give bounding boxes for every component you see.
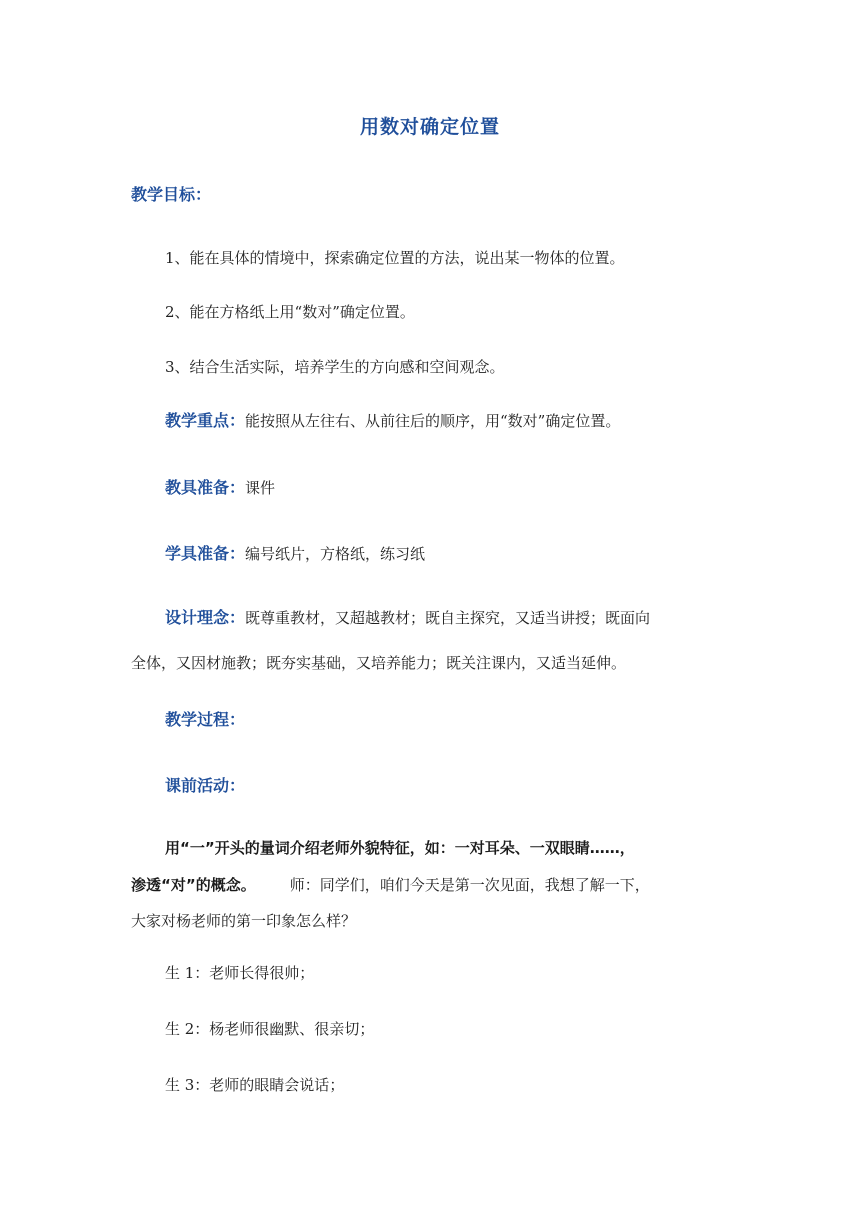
student-prep-text: 编号纸片，方格纸，练习纸: [245, 545, 426, 563]
key-point-paragraph: [165, 410, 620, 432]
teacher-prep-label: 教具准备：: [165, 478, 246, 497]
design-concept-text: 既尊重教材，又超越教材；既自主探究，又适当讲授；既面向: [245, 609, 651, 627]
document-title: 用数对确定位置: [359, 116, 500, 138]
key-point-label: 教学重点：: [165, 411, 246, 430]
design-concept-label: 设计理念：: [165, 608, 246, 627]
student-response: 生 3：老师的眼睛会说话；: [165, 1076, 345, 1094]
design-concept-paragraph: [165, 607, 650, 629]
student-prep-label: 学具准备：: [165, 544, 246, 563]
activity-text: 师：同学们，咱们今天是第一次见面，我想了解一下，: [289, 876, 650, 894]
objectives-heading: 教学目标：: [131, 185, 212, 204]
activity-line: 大家对杨老师的第一印象怎么样？: [131, 912, 357, 930]
activity-line: 用“一”开头的量词介绍老师外貌特征，如：一对耳朵、一双眼睛……，: [165, 839, 635, 857]
design-concept-continuation: 全体，又因材施教；既夯实基础，又培养能力；既关注课内，又适当延伸。: [131, 654, 627, 672]
objective-item: 2、能在方格纸上用“数对”确定位置。: [165, 303, 415, 321]
key-point-text: 能按照从左往右、从前往后的顺序，用“数对”确定位置。: [245, 412, 621, 430]
teacher-prep-paragraph: [165, 477, 275, 499]
objective-item: 1、能在具体的情境中，探索确定位置的方法，说出某一物体的位置。: [165, 249, 625, 267]
process-heading: 教学过程：: [165, 710, 246, 729]
objective-item: 3、结合生活实际，培养学生的方向感和空间观念。: [165, 358, 505, 376]
activity-line: [131, 874, 650, 896]
pre-class-heading: 课前活动：: [165, 776, 246, 795]
activity-bold-text: 渗透“对”的概念。: [131, 876, 256, 894]
student-response: 生 2：杨老师很幽默、很亲切；: [165, 1020, 375, 1038]
teacher-prep-text: 课件: [245, 479, 276, 497]
student-prep-paragraph: [165, 543, 425, 565]
student-response: 生 1：老师长得很帅；: [165, 964, 315, 982]
